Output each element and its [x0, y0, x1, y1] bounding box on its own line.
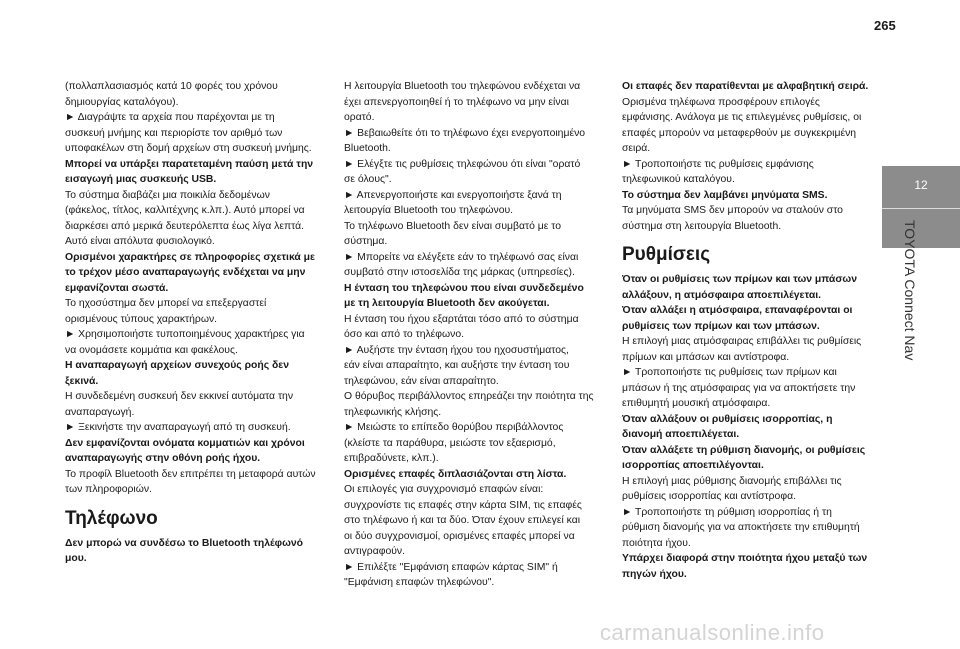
body-line: μπάσων ή της ατμόσφαιρας για να αποκτήσετε την — [622, 382, 856, 394]
body-line: Η επιλογή μιας ατμόσφαιρας επιβάλλει τις ρυθμίσεις — [622, 336, 862, 347]
body-line: Τα μηνύματα SMS δεν μπορούν να σταλούν στο — [622, 205, 843, 216]
body-line: ► Μπορείτε να ελέγξετε εάν το τηλέφωνό σας είναι — [344, 251, 579, 263]
body-line: (φάκελος, τίτλος, καλλιτέχνης κ.λπ.). Αυτό μπορεί να — [65, 205, 305, 216]
question-line: με τη λειτουργία Bluetooth δεν ακούγεται. — [344, 298, 550, 309]
body-line: Bluetooth. — [344, 143, 391, 154]
body-line: όσο και από το τηλέφωνο. — [344, 329, 465, 340]
body-line: σε όλους". — [344, 174, 392, 185]
body-line: ρυθμίσεις ισορροπίας και αντίστροφα. — [622, 491, 796, 502]
question-line: Ορισμένες επαφές διπλασιάζονται στη λίστα. — [344, 468, 567, 480]
watermark: carmanualsonline.info — [600, 620, 825, 645]
body-line: αναπαραγωγή. — [65, 406, 135, 418]
body-line: Η επιλογή μιας ρύθμισης διανομής επιβάλλει τις — [622, 475, 842, 487]
page-number: 265 — [874, 18, 896, 33]
body-line: ► Διαγράψτε τα αρχεία που παρέχονται με τη — [65, 112, 275, 123]
question-line: Υπάρχει διαφορά στην ποιότητα ήχου μεταξύ των — [622, 553, 868, 564]
chapter-number: 12 — [914, 178, 928, 192]
body-line: "Εμφάνιση επαφών τηλεφώνου". — [344, 577, 495, 588]
body-line: δημιουργίας καταλόγου). — [65, 96, 179, 108]
text-column-1 — [65, 79, 321, 567]
body-line: ► Ξεκινήστε την αναπαραγωγή από τη συσκευή. — [65, 422, 291, 433]
chapter-tab-divider — [882, 208, 960, 209]
body-line: ► Επιλέξτε "Εμφάνιση επαφών κάρτας SIM" ή — [344, 561, 558, 573]
text-column-3 — [622, 79, 878, 582]
question-line: Όταν αλλάξετε τη ρύθμιση διανομής, οι ρυθμίσεις — [622, 444, 866, 456]
body-line: συμβατό στην ιστοσελίδα της μάρκας (υπηρεσίες). — [344, 267, 575, 278]
body-line: στο τηλέφωνο ή και τα δύο. Όταν έχουν επιλεγεί και — [344, 515, 581, 526]
body-line: έχει απενεργοποιηθεί ή το τηλέφωνο να μην είναι — [344, 96, 569, 108]
question-line: Η αναπαραγωγή αρχείων συνεχούς ροής δεν — [65, 360, 290, 371]
body-line: διαρκέσει από μερικά δευτερόλεπτα έως λίγα λεπτά. — [65, 220, 304, 232]
body-line: εάν είναι απαραίτητο, και αυξήστε την ένταση του — [344, 360, 570, 371]
question-line: το τρέχον μέσο αναπαραγωγής ενδέχεται να μην — [65, 267, 306, 278]
body-line: Το τηλέφωνο Bluetooth δεν είναι συμβατό με το — [344, 220, 561, 232]
body-line: οι δύο συγχρονισμοί, ορισμένες επαφές μπορεί να — [344, 530, 575, 542]
body-line: ορισμένους τύπους χαρακτήρων. — [65, 313, 218, 325]
question-line: Όταν αλλάξει η ατμόσφαιρα, επαναφέρονται οι — [622, 305, 853, 316]
body-line: ► Τροποποιήστε τις ρυθμίσεις των πρίμων και — [622, 367, 837, 378]
section-heading: Τηλέφωνο — [65, 507, 158, 529]
body-line: πρίμων και μπάσων και αντίστροφα. — [622, 351, 790, 363]
body-line: να ονομάσετε κομμάτια και φακέλους. — [65, 344, 238, 356]
question-line: εμφανίζονται σωστά. — [65, 282, 169, 294]
body-line: εμφάνισης. Ανάλογα με τις επιλεγμένες ρυθμίσεις, οι — [622, 112, 862, 123]
question-line: Μπορεί να υπάρξει παρατεταμένη παύση μετά την — [65, 158, 314, 170]
question-line: Όταν αλλάξουν οι ρυθμίσεις ισορροπίας, η — [622, 413, 833, 425]
question-line: αλλάξουν, η ατμόσφαιρα αποεπιλέγεται. — [622, 289, 821, 301]
body-line: σειρά. — [622, 143, 651, 154]
body-line: ποιότητα ήχου. — [622, 537, 691, 549]
body-line: Το ηχοσύστημα δεν μπορεί να επεξεργαστεί — [65, 298, 267, 309]
question-line: εισαγωγή μιας συσκευής USB. — [65, 174, 217, 185]
body-line: Το σύστημα διαβάζει μια ποικιλία δεδομένων — [65, 189, 270, 201]
chapter-title: TOYOTA Connect Nav — [902, 220, 918, 361]
body-line: τηλεφώνου, εάν είναι απαραίτητο. — [344, 375, 499, 387]
question-line: Η ένταση του τηλεφώνου που είναι συνδεδεμένο — [344, 282, 584, 294]
body-line: λειτουργία Bluetooth του τηλεφώνου. — [344, 205, 514, 216]
question-line: Οι επαφές δεν παρατίθενται με αλφαβητική σειρά. — [622, 81, 869, 92]
body-line: ► Τροποποιήστε τη ρύθμιση ισορροπίας ή τη — [622, 506, 832, 518]
body-line: ► Χρησιμοποιήστε τυποποιημένους χαρακτήρες για — [65, 329, 305, 340]
question-line: ξεκινά. — [65, 375, 99, 387]
body-line: επιβραδύνετε, κλπ.). — [344, 453, 439, 464]
question-line: Το σύστημα δεν λαμβάνει μηνύματα SMS. — [622, 189, 828, 201]
body-line: ► Ελέγξτε τις ρυθμίσεις τηλεφώνου ότι είναι "ορατό — [344, 158, 581, 170]
body-line: συσκευή μνήμης και περιορίστε τον αριθμό των — [65, 127, 283, 139]
body-line: Ορισμένα τηλέφωνα προσφέρουν επιλογές — [622, 96, 820, 108]
body-line: ρύθμιση διανομής για να αποκτήσετε την επιθυμητή — [622, 522, 860, 533]
body-line: Η ένταση του ήχου εξαρτάται τόσο από το σύστημα — [344, 313, 579, 325]
question-line: διανομή αποεπιλέγεται. — [622, 429, 740, 440]
body-line: επιθυμητή μουσική ατμόσφαιρα. — [622, 398, 771, 409]
question-line: Δεν εμφανίζονται ονόματα κομματιών και χρόνοι — [65, 437, 305, 449]
body-line: σύστημα στη λειτουργία Bluetooth. — [622, 220, 782, 232]
body-line: επαφές μπορούν να μεταφερθούν με συγκεκριμένη — [622, 127, 857, 139]
body-line: Αυτό είναι απόλυτα φυσιολογικό. — [65, 236, 215, 247]
body-line: σύστημα. — [344, 236, 388, 247]
question-line: πηγών ήχου. — [622, 568, 687, 580]
body-line: (κλείστε τα παράθυρα, μειώστε τον εξαερισμό, — [344, 437, 556, 449]
body-line: ► Απενεργοποιήστε και ενεργοποιήστε ξανά τη — [344, 189, 562, 201]
question-line: Δεν μπορώ να συνδέσω το Bluetooth τηλέφωνό — [65, 537, 304, 549]
body-line: ορατό. — [344, 112, 375, 123]
question-line: ρυθμίσεις των πρίμων και των μπάσων. — [622, 320, 820, 332]
body-line: υποφακέλων στη δομή αρχείων στη συσκευή μνήμης. — [65, 143, 312, 154]
body-line: τηλεφωνικής κλήσης. — [344, 406, 442, 418]
text-column-2 — [344, 79, 600, 591]
question-line: αναπαραγωγής στην οθόνη ροής ήχου. — [65, 453, 261, 464]
body-line: Ο θόρυβος περιβάλλοντος επηρεάζει την ποιότητα της — [344, 391, 594, 402]
question-line: ισορροπίας αποεπιλέγονται. — [622, 460, 764, 471]
body-line: Το προφίλ Bluetooth δεν επιτρέπει τη μεταφορά αυτών — [65, 468, 316, 480]
body-line: Η συνδεδεμένη συσκευή δεν εκκινεί αυτόματα την — [65, 391, 294, 402]
body-line: Η λειτουργία Bluetooth του τηλεφώνου ενδέχεται να — [344, 81, 581, 92]
body-line: των πληροφοριών. — [65, 484, 152, 495]
body-line: αντιγραφούν. — [344, 546, 406, 557]
section-heading: Ρυθμίσεις — [622, 244, 711, 265]
body-line: ► Αυξήστε την ένταση ήχου του ηχοσυστήματος, — [344, 344, 569, 356]
question-line: Ορισμένοι χαρακτήρες σε πληροφορίες σχετικά με — [65, 251, 315, 263]
body-line: ► Βεβαιωθείτε ότι το τηλέφωνο έχει ενεργοποιημένο — [344, 127, 586, 139]
body-line: Οι επιλογές για συγχρονισμό επαφών είναι: — [344, 484, 544, 495]
body-line: (πολλαπλασιασμός κατά 10 φορές του χρόνου — [65, 81, 278, 92]
body-line: συγχρονίστε τις επαφές στην κάρτα SIM, τις επαφές — [344, 499, 582, 511]
question-line: μου. — [65, 553, 87, 564]
body-line: ► Μειώστε το επίπεδο θορύβου περιβάλλοντος — [344, 422, 564, 433]
body-line: τηλεφωνικού καταλόγου. — [622, 174, 735, 185]
question-line: Όταν οι ρυθμίσεις των πρίμων και των μπάσων — [622, 274, 857, 285]
body-line: ► Τροποποιήστε τις ρυθμίσεις εμφάνισης — [622, 158, 814, 170]
